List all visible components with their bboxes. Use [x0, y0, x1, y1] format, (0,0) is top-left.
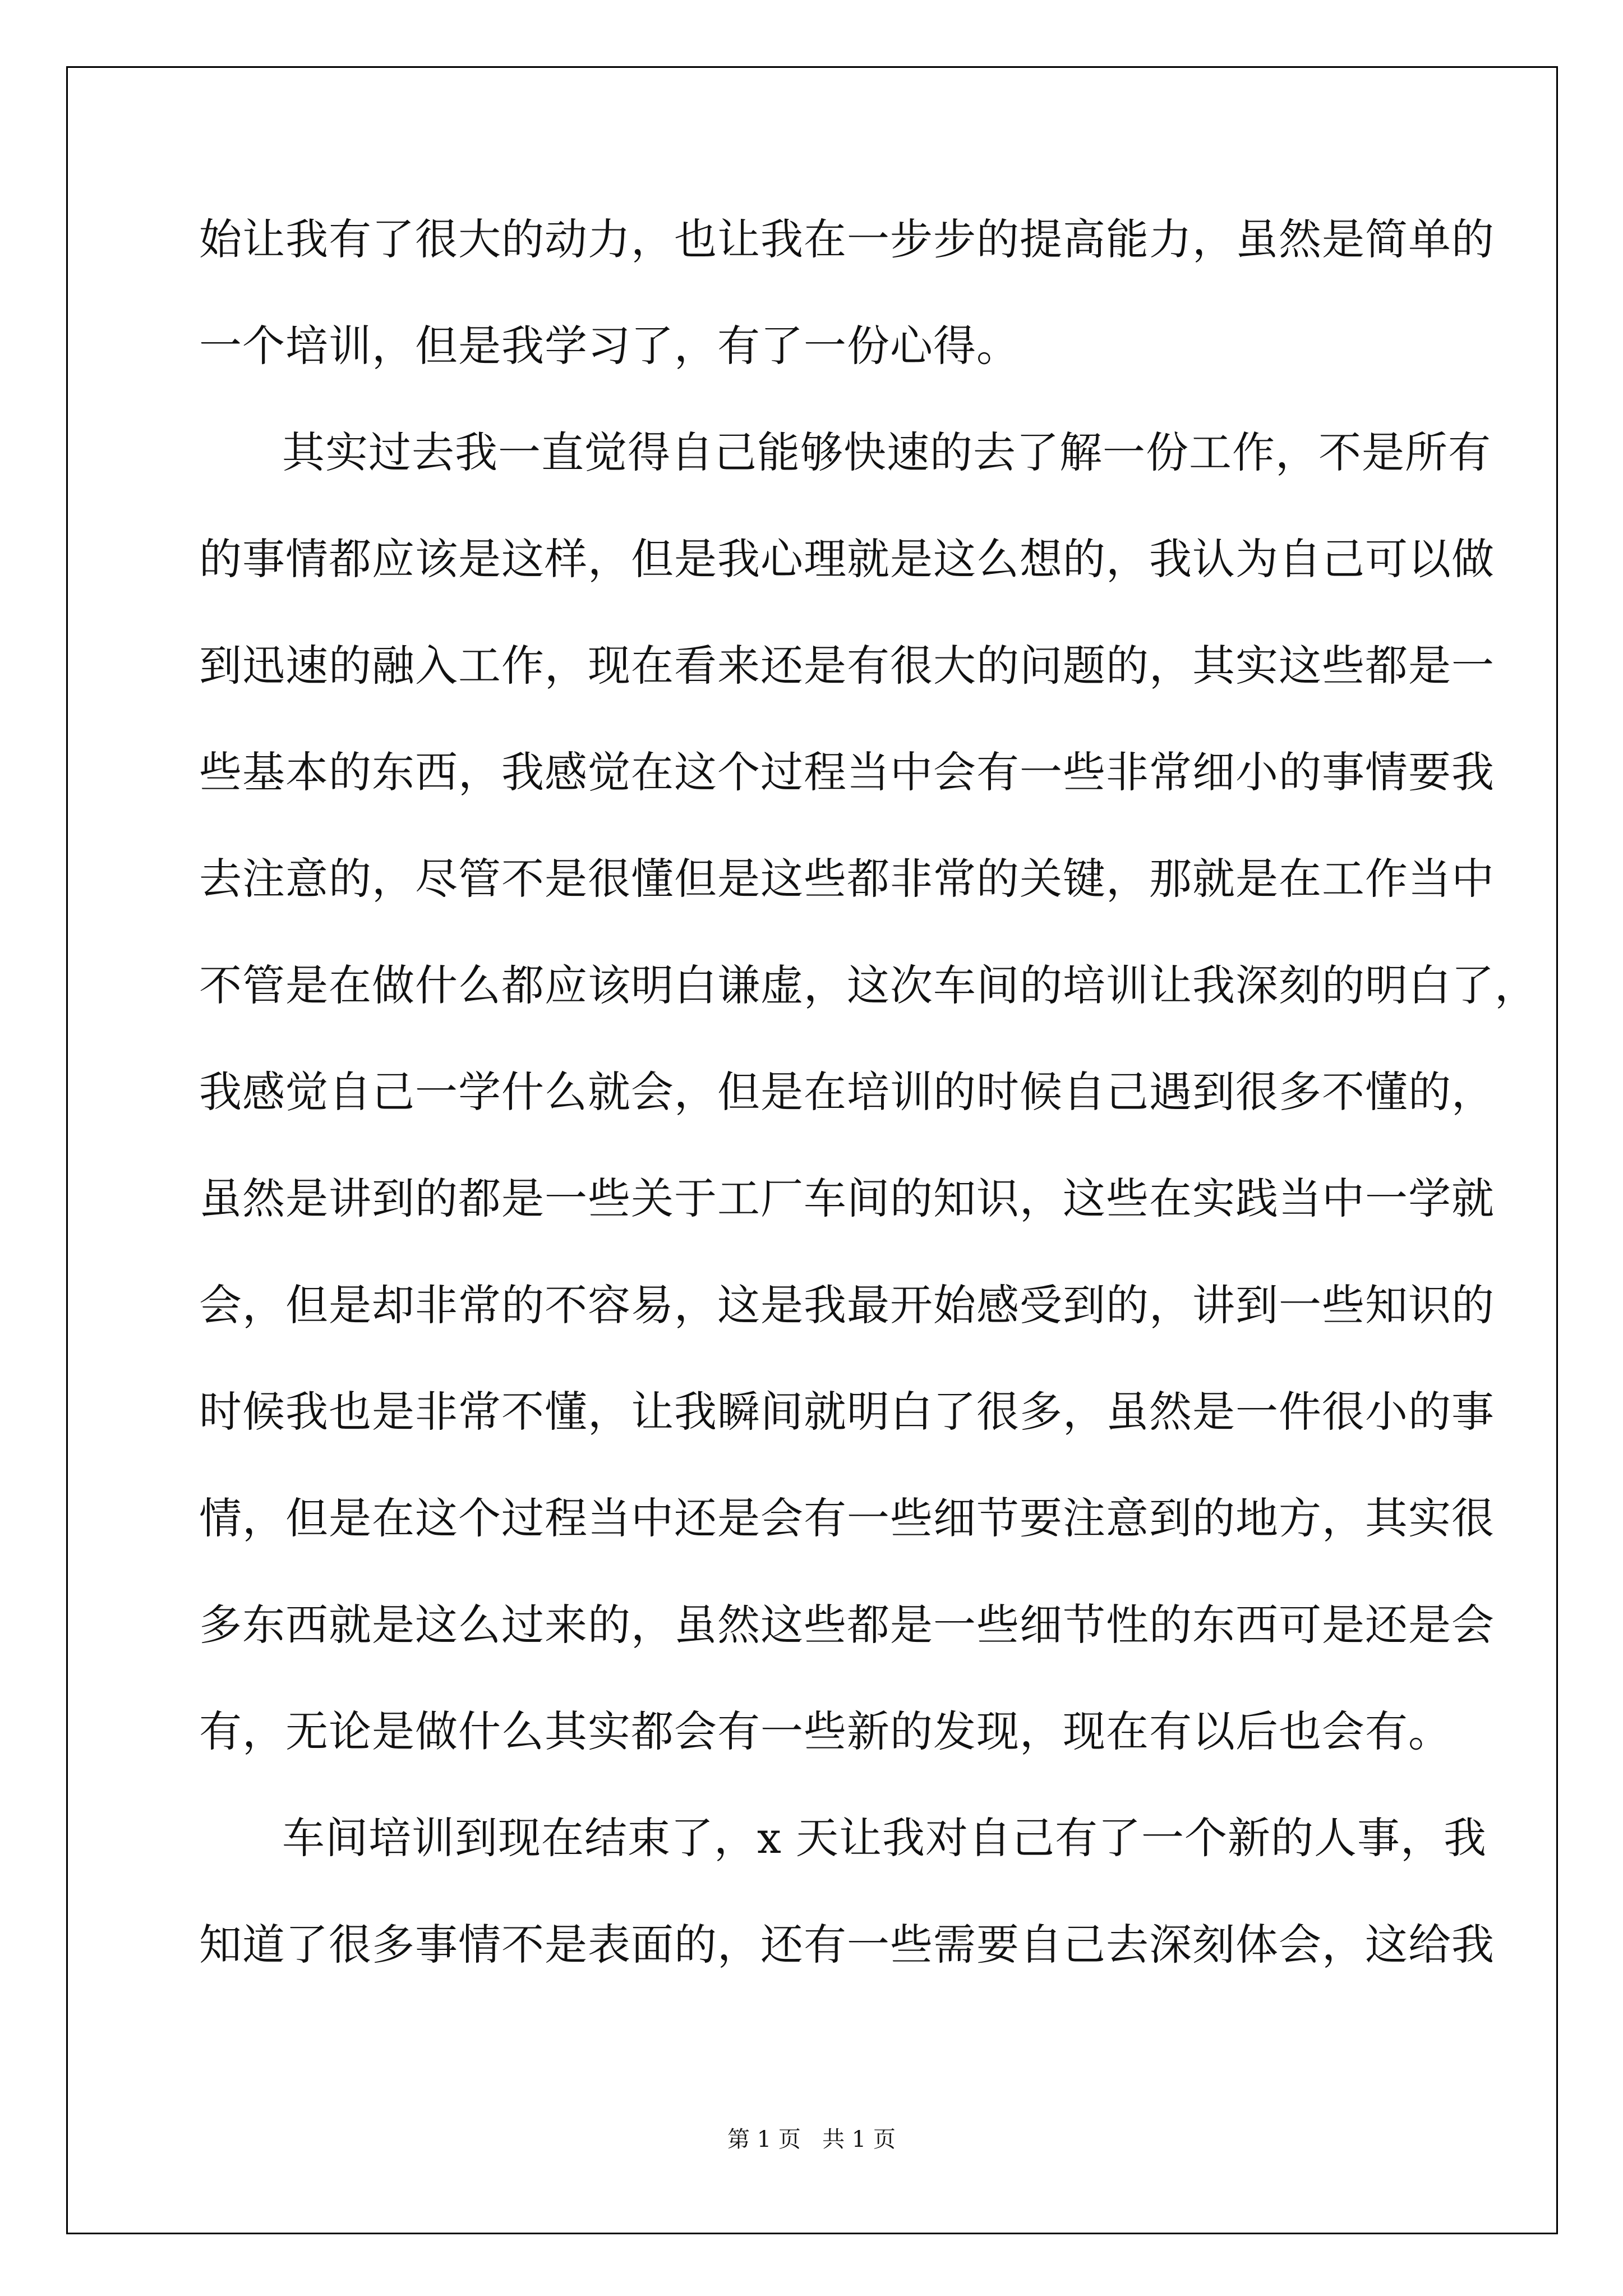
text-line: 有，无论是做什么其实都会有一些新的发现，现在有以后也会有。 — [199, 1706, 1451, 1756]
text-line: 车间培训到现在结束了，x 天让我对自己有了一个新的人事，我 — [282, 1813, 1487, 1863]
text-line: 我感觉自己一学什么就会，但是在培训的时候自己遇到很多不懂的， — [199, 1067, 1495, 1117]
page-number-footer: 第 1 页 共 1 页 — [727, 2127, 896, 2152]
text-line: 会，但是却非常的不容易，这是我最开始感受到的，讲到一些知识的 — [199, 1280, 1495, 1330]
text-line: 虽然是讲到的都是一些关于工厂车间的知识，这些在实践当中一学就 — [199, 1174, 1495, 1223]
text-line: 一个培训，但是我学习了，有了一份心得。 — [199, 321, 1020, 371]
text-line: 知道了很多事情不是表面的，还有一些需要自己去深刻体会，这给我 — [199, 1920, 1495, 1970]
text-line: 的事情都应该是这样，但是我心理就是这么想的，我认为自己可以做 — [199, 534, 1495, 584]
text-line: 时候我也是非常不懂，让我瞬间就明白了很多，虽然是一件很小的事 — [199, 1387, 1495, 1437]
document-body — [199, 214, 1538, 2032]
text-line: 情，但是在这个过程当中还是会有一些细节要注意到的地方，其实很 — [199, 1493, 1495, 1543]
text-line: 到迅速的融入工作，现在看来还是有很大的问题的，其实这些都是一 — [199, 641, 1495, 691]
text-line: 去注意的，尽管不是很懂但是这些都非常的关键，那就是在工作当中 — [199, 854, 1495, 904]
text-line: 始让我有了很大的动力，也让我在一步步的提高能力，虽然是简单的 — [199, 214, 1495, 264]
text-line: 多东西就是这么过来的，虽然这些都是一些细节性的东西可是还是会 — [199, 1600, 1495, 1650]
text-line: 其实过去我一直觉得自己能够快速的去了解一份工作，不是所有 — [282, 427, 1491, 477]
text-line: 不管是在做什么都应该明白谦虚，这次车间的培训让我深刻的明白了， — [199, 960, 1538, 1010]
text-line: 些基本的东西，我感觉在这个过程当中会有一些非常细小的事情要我 — [199, 747, 1495, 797]
